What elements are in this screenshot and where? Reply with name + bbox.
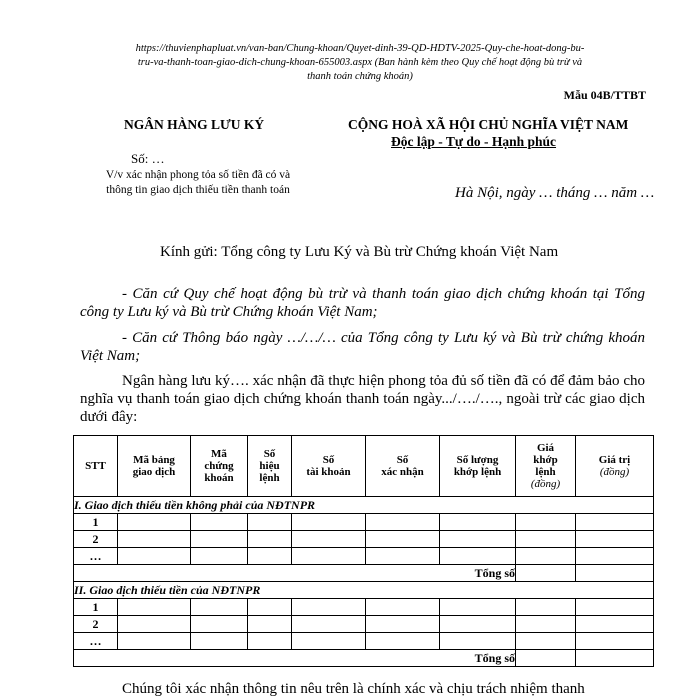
header-trade-code: Mã bảng giao dịch <box>118 436 191 497</box>
basis-clause-1: - Căn cứ Quy chế hoạt động bù trừ và thanh toán giao dịch chứng khoán tại Tổng công ty Lưu ký và Bù trừ Chứng khoán Việt Nam; <box>80 286 645 320</box>
bank-name: NGÂN HÀNG LƯU KÝ <box>124 117 265 132</box>
row-stt: … <box>74 548 118 565</box>
row-stt: 1 <box>74 599 118 616</box>
source-line-2: tru-va-thanh-toan-giao-dich-chung-khoan-655003.aspx (Ban hành kèm theo Quy chế hoạt động bù trừ và <box>137 57 583 68</box>
total-row <box>74 650 654 667</box>
section-row <box>74 497 654 514</box>
basis-clause-2: - Căn cứ Thông báo ngày …/…/… của Tổng công ty Lưu ký và Bù trừ chứng khoán Việt Nam; <box>80 330 645 364</box>
document-date: Hà Nội, ngày … tháng … năm … <box>455 185 655 201</box>
total-row <box>74 565 654 582</box>
subject-line-1: V/v xác nhận phong tỏa số tiền đã có và <box>105 169 291 181</box>
section-1-title: I. Giao dịch thiếu tiền không phải của NĐTNPR <box>74 497 654 514</box>
header-confirm-no: Số xác nhận <box>366 436 440 497</box>
source-line-3: thanh toán chứng khoán) <box>307 71 413 82</box>
national-title: CỘNG HOÀ XÃ HỘI CHỦ NGHĨA VIỆT NAM <box>348 117 629 132</box>
source-line-1: https://thuvienphapluat.vn/van-ban/Chung-khoan/Quyet-dinh-39-QD-HDTV-2025-Quy-che-hoat-dong-bu- <box>135 43 585 54</box>
table-row <box>74 514 654 531</box>
subject-line-2: thông tin giao dịch thiếu tiền thanh toán <box>106 184 290 196</box>
header-stt: STT <box>74 436 118 497</box>
row-stt: 1 <box>74 514 118 531</box>
document-subject <box>78 168 318 198</box>
header-security-code: Mã chứng khoán <box>191 436 248 497</box>
total-label: Tổng số <box>74 650 516 667</box>
header-order-no: Số hiệu lệnh <box>248 436 292 497</box>
table-row <box>74 599 654 616</box>
section-row <box>74 582 654 599</box>
table-row <box>74 633 654 650</box>
row-stt: 2 <box>74 531 118 548</box>
document-number: Số: … <box>131 151 165 166</box>
table-header-row <box>74 436 654 497</box>
header-matched-qty: Số lượng khớp lệnh <box>440 436 516 497</box>
row-stt: 2 <box>74 616 118 633</box>
national-motto: Độc lập - Tự do - Hạnh phúc <box>391 134 557 149</box>
header-account-no: Số tài khoản <box>292 436 366 497</box>
section-2-title: II. Giao dịch thiếu tiền của NĐTNPR <box>74 582 654 599</box>
total-label: Tổng số <box>74 565 516 582</box>
row-stt: … <box>74 633 118 650</box>
transactions-table <box>73 435 654 667</box>
header-value: Giá trị (đồng) <box>576 436 654 497</box>
table-row <box>74 531 654 548</box>
form-code: Mẫu 04B/TTBT <box>563 88 646 102</box>
table-row <box>74 616 654 633</box>
table-row <box>74 548 654 565</box>
closing-paragraph: Chúng tôi xác nhận thông tin nêu trên là chính xác và chịu trách nhiệm thanh <box>122 681 585 697</box>
header-matched-price: Giá khớp lệnh (đồng) <box>516 436 576 497</box>
source-citation <box>80 42 640 84</box>
recipient: Kính gửi: Tổng công ty Lưu Ký và Bù trừ Chứng khoán Việt Nam <box>160 244 559 260</box>
intro-paragraph: Ngân hàng lưu ký…. xác nhận đã thực hiện phong tỏa đủ số tiền đã có để đảm bảo cho nghĩa vụ thanh toán giao dịch chứng khoán thanh toán ngày.../…./…., ngoài trừ các giao dịch dưới đây: <box>80 373 645 425</box>
